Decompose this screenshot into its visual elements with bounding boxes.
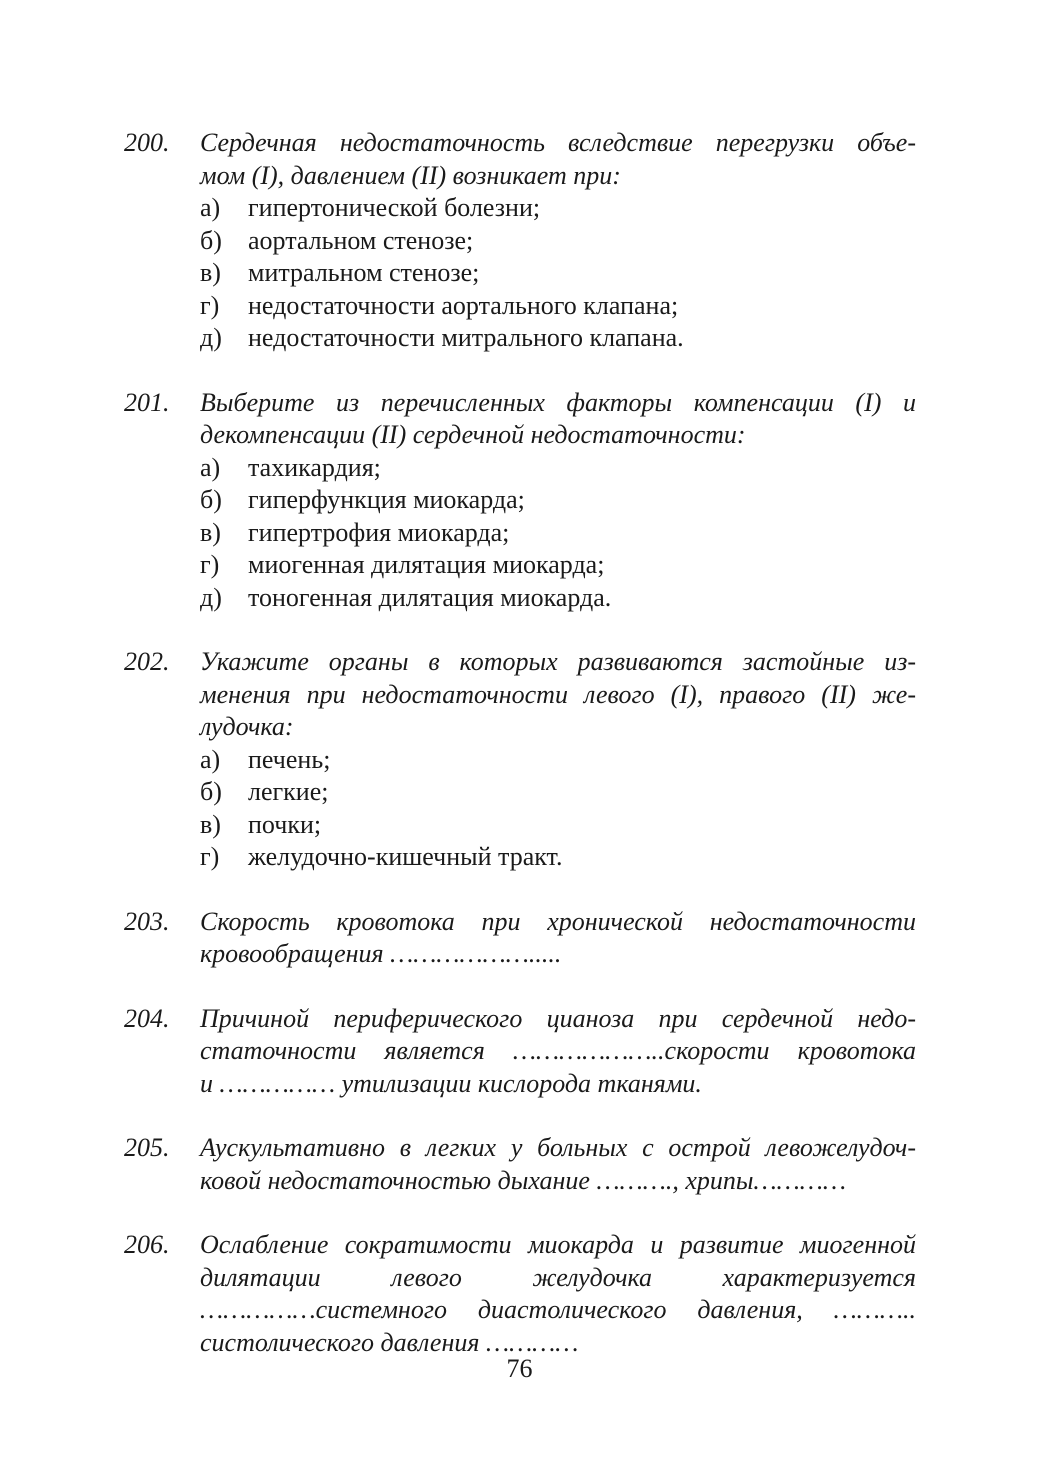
question-text <box>200 646 916 744</box>
question-number: 200. <box>124 128 170 157</box>
question-number: 206. <box>124 1230 170 1259</box>
option-text: митральном стенозе; <box>248 258 480 287</box>
question-text-line: Сердечная недостаточность вследствие перегрузки объе- <box>200 128 916 157</box>
question-text <box>200 1229 916 1359</box>
option-text: почки; <box>248 809 322 839</box>
option-text: аортальном стенозе; <box>248 225 474 255</box>
option-letter: а) <box>200 452 221 482</box>
option-letter: д) <box>200 323 222 352</box>
question-body <box>200 127 916 355</box>
question-text-line: Причиной периферического цианоза при сердечной недо- <box>200 1003 916 1033</box>
answer-option <box>200 192 916 225</box>
question-number: 204. <box>124 1003 170 1033</box>
option-text: недостаточности аортального клапана; <box>248 290 679 320</box>
option-letter: г) <box>200 842 220 871</box>
option-text: печень; <box>248 744 331 774</box>
question-gap <box>124 355 916 387</box>
question-gap <box>124 1197 916 1229</box>
answer-option <box>200 484 916 517</box>
question-text <box>200 127 916 192</box>
question-text-line: статочности является ………………..скорости кровотока <box>200 1036 916 1065</box>
answer-option <box>200 841 916 874</box>
answer-option <box>200 225 916 258</box>
question-list <box>124 127 916 1359</box>
question-text-line: ……………системного диастолического давления, ……….. <box>200 1295 916 1324</box>
answer-option <box>200 744 916 777</box>
answer-option <box>200 549 916 582</box>
option-text: гиперфункция миокарда; <box>248 485 525 514</box>
answer-options <box>200 192 916 355</box>
option-letter: д) <box>200 582 222 612</box>
answer-options <box>200 744 916 874</box>
option-letter: б) <box>200 225 222 255</box>
question-text-line: кровообращения ………………..... <box>200 939 562 968</box>
question-body <box>200 906 916 971</box>
question-text <box>200 1003 916 1101</box>
option-letter: б) <box>200 777 222 806</box>
answer-option <box>200 776 916 809</box>
question-body <box>200 387 916 615</box>
question-number: 205. <box>124 1133 170 1162</box>
question-text <box>200 906 916 971</box>
option-letter: в) <box>200 517 221 547</box>
question-text-line: декомпенсации (II) сердечной недостаточности: <box>200 420 746 449</box>
option-text: желудочно-кишечный тракт. <box>248 842 563 871</box>
question-text-line: мом (I), давлением (II) возникает при: <box>200 160 621 190</box>
option-letter: г) <box>200 290 220 320</box>
question-text-line: Ослабление сократимости миокарда и развитие миогенной <box>200 1230 916 1259</box>
question-6 <box>124 1229 916 1359</box>
question-text <box>200 1132 916 1197</box>
answer-option <box>200 809 916 842</box>
answer-option <box>200 290 916 323</box>
page-number: 76 <box>506 1354 533 1383</box>
answer-option <box>200 452 916 485</box>
option-text: гипертрофия миокарда; <box>248 517 510 547</box>
answer-option <box>200 322 916 355</box>
question-body <box>200 1003 916 1101</box>
question-5 <box>124 1132 916 1197</box>
answer-option <box>200 582 916 615</box>
question-text-line: Скорость кровотока при хронической недостаточности <box>200 906 916 936</box>
question-text <box>200 387 916 452</box>
question-text-line: систолического давления ………… <box>200 1327 579 1357</box>
option-letter: б) <box>200 485 222 514</box>
question-2 <box>124 646 916 874</box>
question-number: 202. <box>124 647 170 676</box>
question-text-line: Укажите органы в которых развиваются застойные из- <box>200 647 916 676</box>
option-letter: в) <box>200 809 221 839</box>
option-text: гипертонической болезни; <box>248 193 541 222</box>
answer-option <box>200 517 916 550</box>
option-text: тахикардия; <box>248 452 381 482</box>
question-4 <box>124 1003 916 1101</box>
question-body <box>200 646 916 874</box>
question-number: 201. <box>124 387 170 417</box>
question-text-line: ковой недостаточностью дыхание ………., хрипы………… <box>200 1165 846 1195</box>
question-text-line: и …………… утилизации кислорода тканями. <box>200 1068 702 1098</box>
option-text: тоногенная дилятация миокарда. <box>248 582 612 612</box>
question-number: 203. <box>124 906 170 936</box>
question-text-line: лудочка: <box>200 712 294 741</box>
question-text-line: Выберите из перечисленных факторы компенсации (I) и <box>200 387 916 417</box>
option-letter: а) <box>200 744 221 774</box>
question-text-line: дилятации левого желудочка характеризуется <box>200 1262 916 1292</box>
answer-option <box>200 257 916 290</box>
question-body <box>200 1132 916 1197</box>
question-gap <box>124 971 916 1003</box>
option-text: легкие; <box>248 777 329 806</box>
option-letter: а) <box>200 193 221 222</box>
question-gap <box>124 1100 916 1132</box>
question-gap <box>124 614 916 646</box>
question-3 <box>124 906 916 971</box>
question-1 <box>124 387 916 615</box>
question-text-line: Аускультативно в легких у больных с острой левожелудоч- <box>200 1133 916 1162</box>
option-text: недостаточности митрального клапана. <box>248 323 684 352</box>
question-text-line: менения при недостаточности левого (I), правого (II) же- <box>200 679 916 709</box>
option-text: миогенная дилятация миокарда; <box>248 550 605 579</box>
answer-options <box>200 452 916 615</box>
question-0 <box>124 127 916 355</box>
option-letter: в) <box>200 258 221 287</box>
question-gap <box>124 874 916 906</box>
question-body <box>200 1229 916 1359</box>
option-letter: г) <box>200 550 220 579</box>
